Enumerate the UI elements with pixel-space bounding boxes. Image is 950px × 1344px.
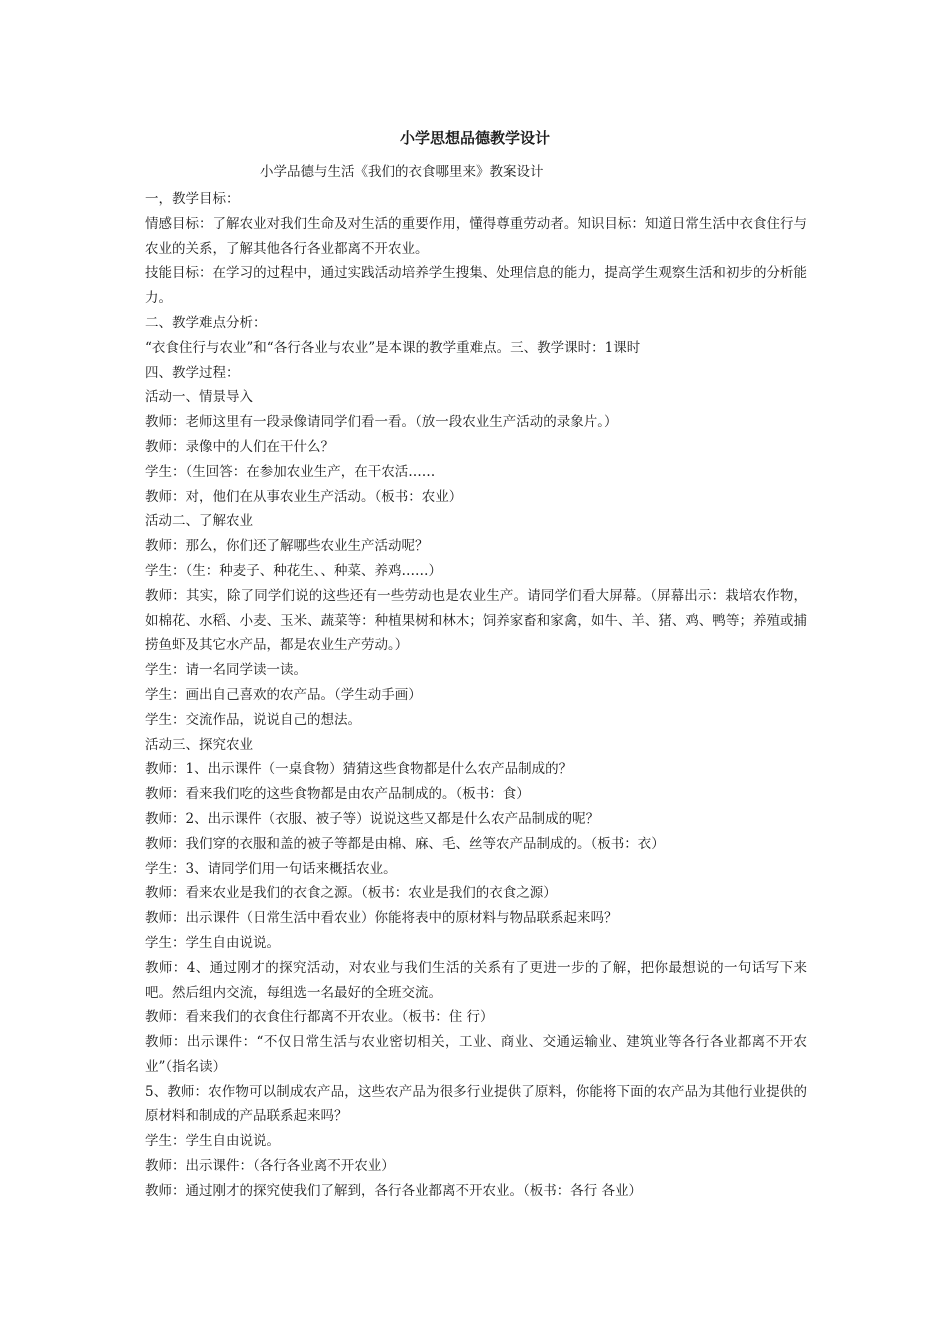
paragraph: 四、教学过程： <box>145 364 240 381</box>
document-body <box>145 187 807 1204</box>
paragraph: 教师：录像中的人们在干什么？ <box>145 438 334 455</box>
paragraph: 教师：2、出示课件（衣服、被子等）说说这些又都是什么农产品制成的呢？ <box>145 810 600 827</box>
paragraph: “衣食住行与农业”和“各行各业与农业”是本课的教学重难点。三、教学课时：1课时 <box>145 339 641 356</box>
paragraph: 学生：请一名同学读一读。 <box>145 662 307 679</box>
paragraph: 教师：通过刚才的探究使我们了解到，各行各业都离不开农业。（板书：各行 各业） <box>145 1182 643 1199</box>
paragraph: 活动三、探究农业 <box>145 736 253 753</box>
paragraph: 情感目标：了解农业对我们生命及对生活的重要作用，懂得尊重劳动者。知识目标：知道日常生活中衣食住行与农业的关系，了解其他各行各业都离不开农业。 <box>145 215 807 257</box>
paragraph: 教师：看来我们的衣食住行都离不开农业。（板书：住 行） <box>145 1009 494 1026</box>
paragraph: 5、教师：农作物可以制成农产品，这些农产品为很多行业提供了原料，你能将下面的农产品为其他行业提供的原材料和制成的产品联系起来吗？ <box>145 1083 807 1125</box>
paragraph: 活动一、情景导入 <box>145 389 253 406</box>
paragraph: 学生：（生：种麦子、种花生、、种菜、养鸡……） <box>145 562 442 579</box>
paragraph: 学生：画出自己喜欢的农产品。（学生动手画） <box>145 686 422 703</box>
paragraph: 教师：那么，你们还了解哪些农业生产活动呢？ <box>145 538 429 555</box>
paragraph: 教师：出示课件：“不仅日常生活与农业密切相关，工业、商业、交通运输业、建筑业等各行各业都离不开农业”（指名读） <box>145 1034 807 1075</box>
paragraph: 教师：4、通过刚才的探究活动，对农业与我们生活的关系有了更进一步的了解，把你最想说的一句话写下来吧。然后组内交流，每组选一名最好的全班交流。 <box>145 959 807 1001</box>
paragraph: 教师：对，他们在从事农业生产活动。（板书：农业） <box>145 488 463 505</box>
paragraph: 技能目标：在学习的过程中，通过实践活动培养学生搜集、处理信息的能力，提高学生观察生活和初步的分析能力。 <box>145 265 807 307</box>
paragraph: 教师：1、出示课件（一桌食物）猜猜这些食物都是什么农产品制成的？ <box>145 761 573 778</box>
paragraph: 教师：出示课件（日常生活中看农业）你能将表中的原材料与物品联系起来吗？ <box>145 910 618 927</box>
paragraph: 教师：其实，除了同学们说的这些还有一些劳动也是农业生产。请同学们看大屏幕。（屏幕出示：栽培农作物，如棉花、水稻、小麦、玉米、蔬菜等：种植果树和林木；饲养家畜和家禽，如牛、羊、猪、鸡、鸭等；养殖或捕捞鱼虾及其它水产品，都是农业生产劳动。） <box>145 587 807 654</box>
paragraph: 学生：学生自由说说。 <box>145 934 280 951</box>
paragraph: 活动二、了解农业 <box>145 513 253 530</box>
paragraph: 教师：我们穿的衣服和盖的被子等都是由棉、麻、毛、丝等农产品制成的。（板书：衣） <box>145 835 665 852</box>
paragraph: 学生：交流作品，说说自己的想法。 <box>145 711 361 728</box>
paragraph: 教师：看来我们吃的这些食物都是由农产品制成的。（板书：食） <box>145 786 530 803</box>
paragraph: 二、教学难点分析： <box>145 314 267 331</box>
paragraph: 教师：看来农业是我们的衣食之源。（板书：农业是我们的衣食之源） <box>145 885 557 902</box>
document-title: 小学思想品德教学设计 <box>399 129 550 147</box>
paragraph: 教师：老师这里有一段录像请同学们看一看。（放一段农业生产活动的录象片。） <box>145 414 618 431</box>
paragraph: 学生：（生回答：在参加农业生产，在干农活…… <box>145 463 436 480</box>
document-subtitle: 小学品德与生活《我们的衣食哪里来》教案设计 <box>260 164 544 180</box>
paragraph: 学生：3、请同学们用一句话来概括农业。 <box>145 860 397 877</box>
paragraph: 教师：出示课件：（各行各业离不开农业） <box>145 1158 395 1175</box>
paragraph: 一，教学目标： <box>145 191 240 207</box>
paragraph: 学生：学生自由说说。 <box>145 1133 280 1150</box>
